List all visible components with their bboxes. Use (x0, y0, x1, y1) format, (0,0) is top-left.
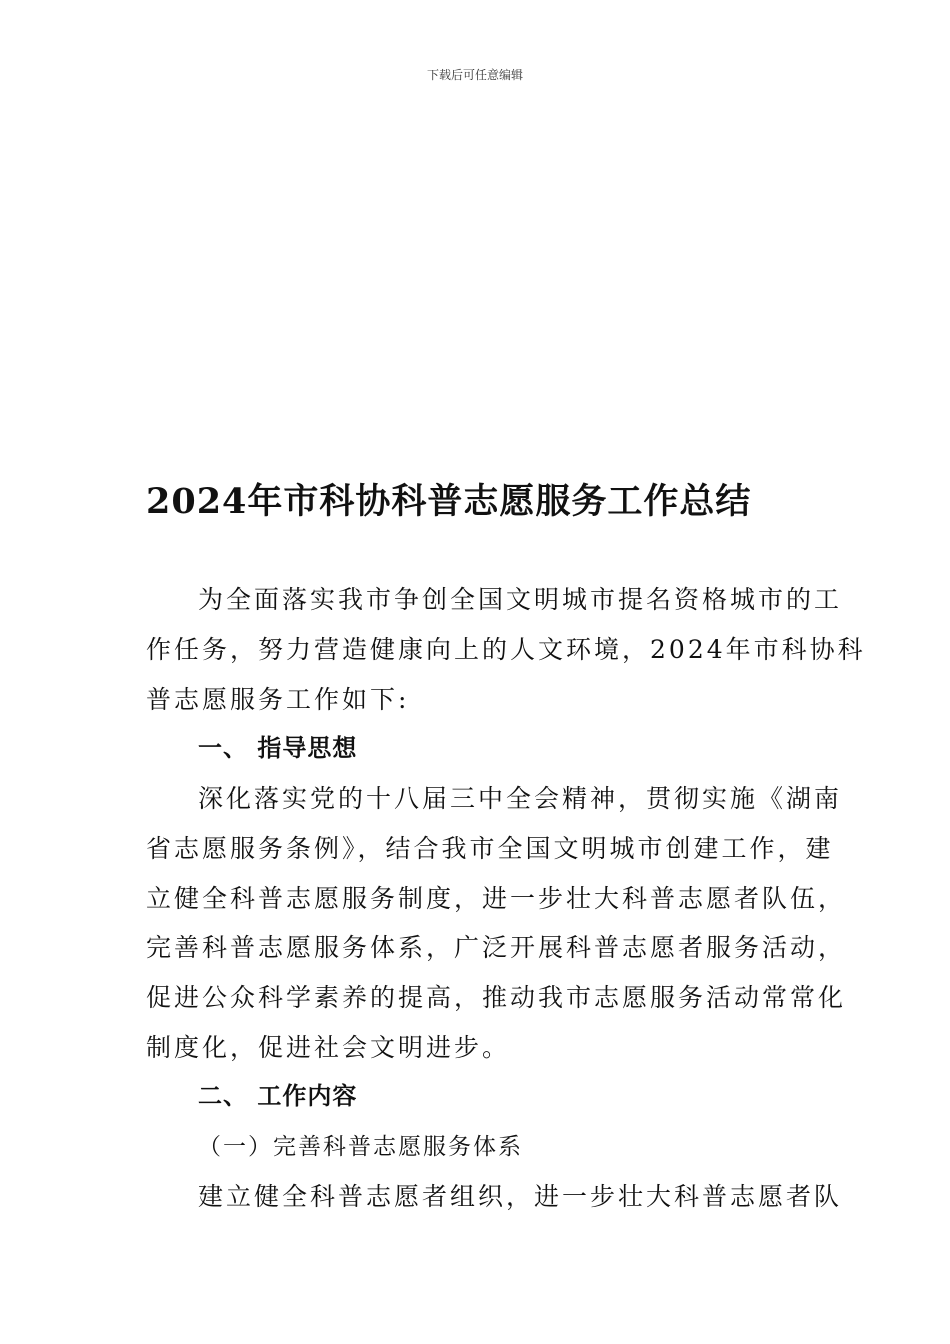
intro-line-3: 普志愿服务工作如下: (146, 685, 410, 714)
section1-line-5: 促进公众科学素养的提高，推动我市志愿服务活动常常化 (146, 983, 847, 1012)
intro-line-2: 作任务，努力营造健康向上的人文环境，2024年市科协科 (146, 635, 866, 664)
subsection-heading-1: （一）完善科普志愿服务体系 (198, 1134, 523, 1160)
document-title: 2024年市科协科普志愿服务工作总结 (146, 481, 752, 522)
section1-line-3: 立健全科普志愿服务制度，进一步壮大科普志愿者队伍， (146, 884, 847, 913)
section1-line-2: 省志愿服务条例》，结合我市全国文明城市创建工作，建 (146, 834, 834, 863)
section1-line-6: 制度化，促进社会文明进步。 (146, 1033, 511, 1062)
intro-line-1: 为全面落实我市争创全国文明城市提名资格城市的工 (198, 585, 843, 614)
section1-line-4: 完善科普志愿服务体系，广泛开展科普志愿者服务活动， (146, 933, 847, 962)
section1-line-1: 深化落实党的十八届三中全会精神，贯彻实施《湖南 (198, 784, 843, 813)
header-note: 下载后可任意编辑 (426, 68, 523, 82)
subsection1-line-1: 建立健全科普志愿者组织，进一步壮大科普志愿者队 (198, 1182, 843, 1211)
section-heading-1: 一、 指导思想 (198, 734, 358, 762)
section-heading-2: 二、 工作内容 (198, 1082, 358, 1110)
